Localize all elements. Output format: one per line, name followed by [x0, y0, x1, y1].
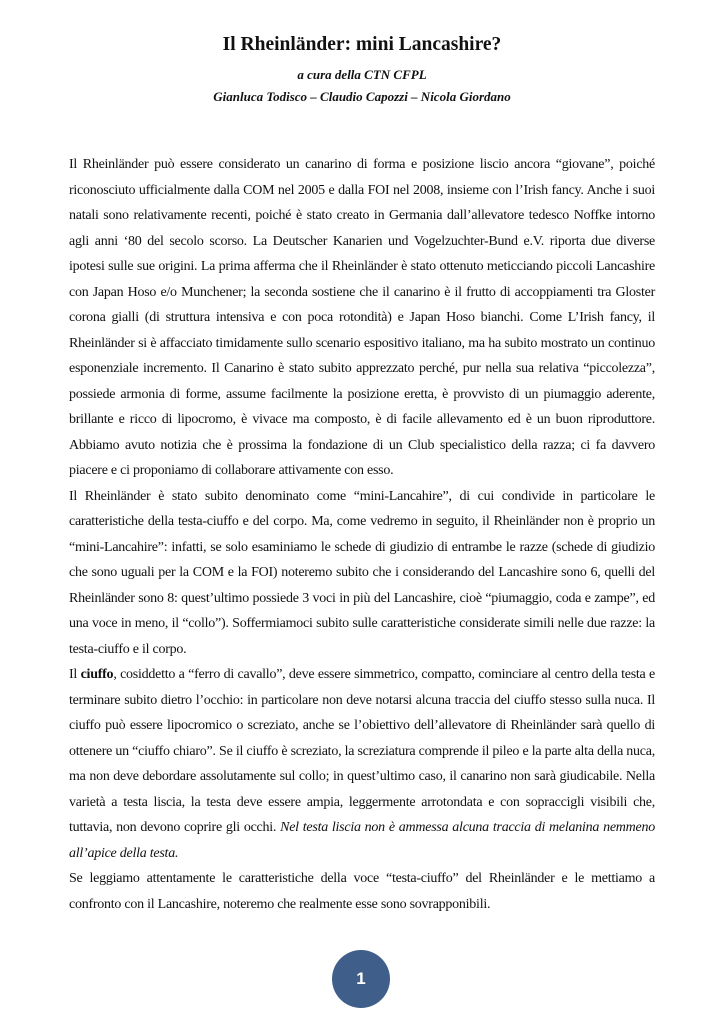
italic-note: Nel testa liscia non è ammessa alcuna traccia di melanina nemmeno all’apice della testa.: [69, 820, 655, 861]
document-title: Il Rheinländer: mini Lancashire?: [222, 34, 502, 55]
paragraph-3-text: , cosiddetto a “ferro di cavallo”, deve essere simmetrico, compatto, cominciare al centro della testa e terminare subito dietro l’occhio: in particolare non deve notarsi alcuna traccia del ciuffo stesso sulla nuca. Il ciuffo può essere lipocromico o screziato, anche se l’obiettivo dell’allevatore di Rheinländer sarà quello di ottenere un “ciuffo chiaro”. Se il ciuffo è screziato, la screziatura comprende il pileo e la parte alta della nuca, ma non deve debordare assolutamente sul collo; in quest’ultimo caso, il canarino non sarà giudicabile. Nella varietà a testa liscia, la testa deve essere ampia, leggermente arrotondata e con sopraccigli visibili che, tuttavia, non devono coprire gli occhi.: [69, 667, 655, 835]
page-number-badge: [332, 950, 390, 1008]
document-authors: Gianluca Todisco – Claudio Capozzi – Nicola Giordano: [213, 89, 511, 104]
paragraph-3-start: Il: [69, 667, 81, 682]
page-number: 1: [356, 969, 366, 988]
paragraph-4: Se leggiamo attentamente le caratteristiche della voce “testa-ciuffo” del Rheinländer e le mettiamo a confronto con il Lancashire, noteremo che realmente esse sono sovrapponibili.: [69, 871, 655, 912]
term-ciuffo: ciuffo: [80, 667, 114, 682]
article-body: [69, 152, 655, 917]
paragraph-3: [69, 662, 655, 866]
document-subtitle: a cura della CTN CFPL: [297, 67, 427, 82]
paragraph-2: Il Rheinländer è stato subito denominato come “mini-Lancahire”, di cui condivide in particolare le caratteristiche della testa-ciuffo e del corpo. Ma, come vedremo in seguito, il Rheinländer non è proprio un “mini-Lancahire”: infatti, se solo esaminiamo le schede di giudizio di entrambe le razze (schede di giudizio che sono uguali per la COM e la FOI) noteremo subito che i considerando del Lancashire sono 6, quelli del Rheinländer sono 8: quest’ultimo possiede 3 voci in più del Lancashire, cioè “piumaggio, coda e zampe”, ed una voce in meno, il “collo”). Soffermiamoci subito sulle caratteristiche considerate simili nelle due razze: la testa-ciuffo e il corpo.: [69, 488, 655, 657]
paragraph-1: Il Rheinländer può essere considerato un canarino di forma e posizione liscio ancora “giovane”, poiché riconosciuto ufficialmente dalla COM nel 2005 e dalla FOI nel 2008, insieme con l’Irish fancy. Anche i suoi natali sono relativamente recenti, poiché è stato creato in Germania dall’allevatore tedesco Noffke intorno agli anni ‘80 del secolo scorso. La Deutscher Kanarien und Vogelzuchter-Bund e.V. riporta due diverse ipotesi sulle sue origini. La prima afferma che il Rheinländer è stato ottenuto meticciando piccoli Lancashire con Japan Hoso e/o Munchener; la seconda sostiene che il canarino è il frutto di accoppiamenti tra Gloster corona gialli (di struttura intensiva e con poca rotondità) e Japan Hoso bianchi. Come L’Irish fancy, il Rheinländer si è affacciato timidamente sullo scenario espositivo italiano, ma ha subito mostrato un continuo esponenziale incremento. Il Canarino è stato subito apprezzato perché, pur nella sua relativa “piccolezza”, possiede armonia di forme, assume facilmente la posizione eretta, è provvisto di un piumaggio aderente, brillante e ricco di lipocromo, è vivace ma composto, è di facile allevamento ed è un buon riproduttore. Abbiamo avuto notizia che è prossima la fondazione di un Club specialistico della razza; ci fa davvero piacere e ci proponiamo di collaborare attivamente con esso.: [69, 157, 655, 478]
